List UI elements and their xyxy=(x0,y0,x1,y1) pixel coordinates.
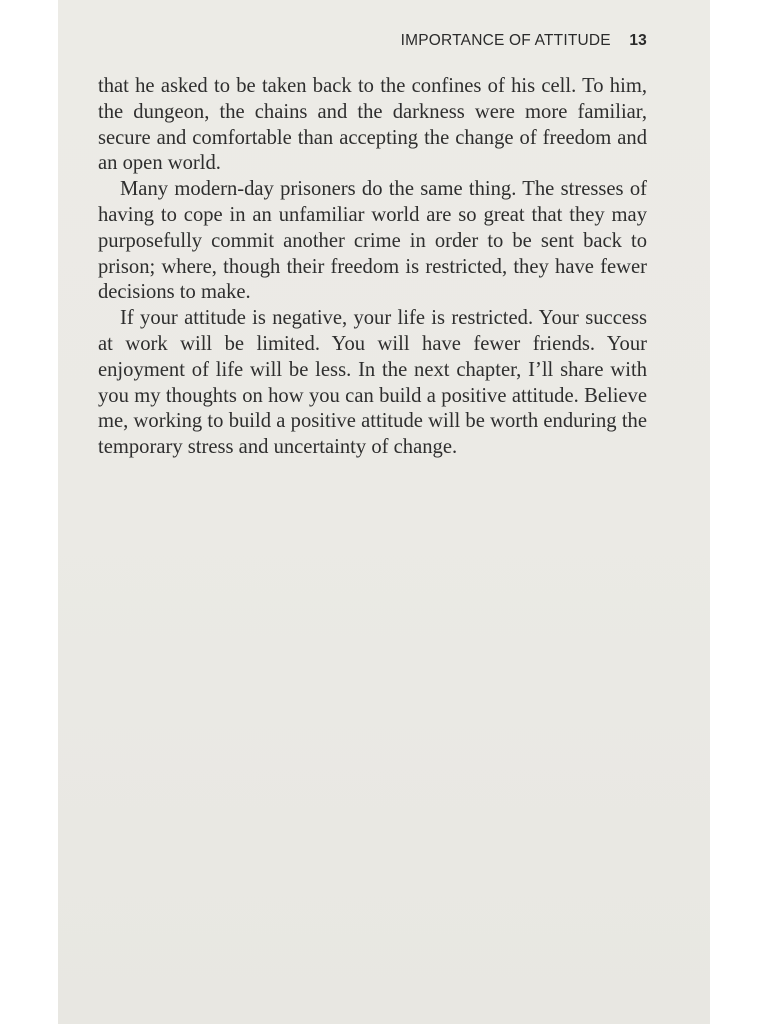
book-page xyxy=(58,0,710,1024)
chapter-title: IMPORTANCE OF ATTITUDE xyxy=(400,32,611,49)
paragraph-1: that he asked to be taken back to the confines of his cell. To him, the dungeon, the chains and the darkness were more familiar, secure and comfortable than accepting the change of freedom and an open world. xyxy=(98,75,647,175)
paragraph-2: Many modern-day prisoners do the same thing. The stresses of having to cope in an unfamiliar world are so great that they may purposefully commit another crime in order to be sent back to prison; where, though their freedom is restricted, they have fewer decisions to make. xyxy=(98,178,647,304)
running-head xyxy=(401,32,647,50)
body-text xyxy=(98,74,647,461)
page-number: 13 xyxy=(629,32,647,49)
paragraph-3: If your attitude is negative, your life is restricted. Your success at work will be limited. You will have fewer friends. Your enjoyment of life will be less. In the next chapter, I’ll share with you my thoughts on how you can build a positive attitude. Believe me, working to build a positive attitude will be worth enduring the temporary stress and uncertainty of change. xyxy=(98,307,647,459)
